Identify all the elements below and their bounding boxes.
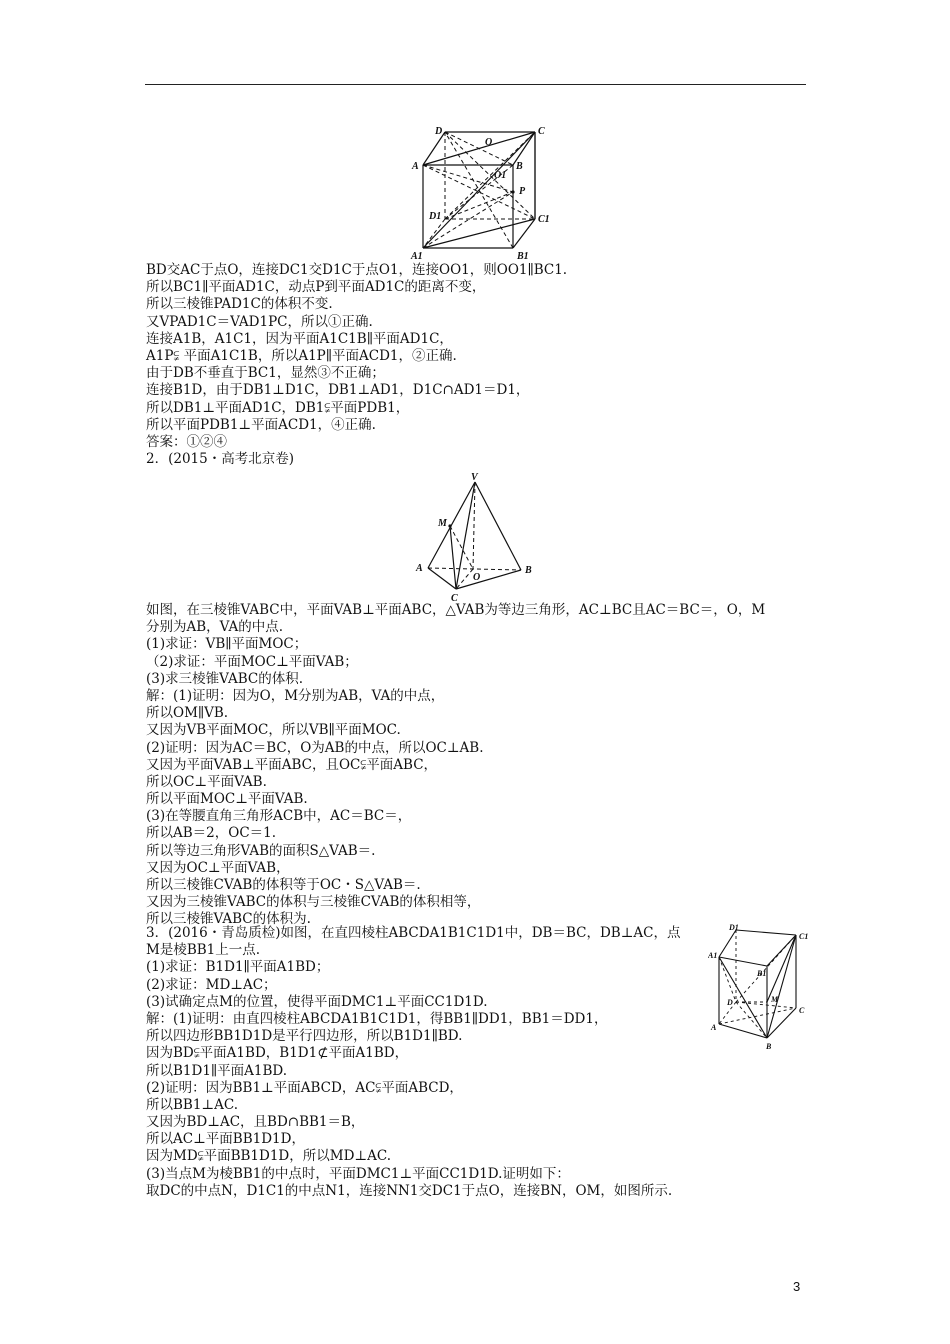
text-line: 所以三棱锥CVAB的体积等于OC・S△VAB＝.: [146, 877, 421, 893]
label-D1: D1: [429, 211, 442, 222]
text-line: 由于DB不垂直于BC1，显然③不正确；: [146, 365, 385, 382]
label-B1: B1: [517, 251, 529, 262]
text-line: 所以三棱锥PAD1C的体积不变.: [146, 296, 333, 313]
page-number: 3: [793, 1279, 801, 1294]
answer-line: 答案：①②④: [146, 433, 227, 450]
label-A: A: [711, 1023, 717, 1032]
label-A: A: [416, 563, 423, 574]
text-line: 又因为三棱锥VABC的体积与三棱锥CVAB的体积相等，: [146, 894, 481, 911]
text-line: 所以B1D1∥平面A1BD.: [146, 1062, 288, 1079]
text-line: (3)试确定点M的位置，使得平面DMC1⊥平面CC1D1D.: [146, 993, 488, 1010]
solution-part1: [146, 262, 567, 468]
label-B: B: [525, 565, 532, 576]
label-C: C: [799, 1006, 805, 1015]
label-O1: O1: [494, 170, 507, 181]
label-A1: A1: [708, 951, 718, 960]
text-line: 所以OM∥VB.: [146, 705, 229, 722]
problem-heading: 2．(2015・高考北京卷): [146, 451, 294, 468]
text-line: 所以AB＝2，OC＝1.: [146, 825, 277, 842]
label-V: V: [471, 472, 478, 483]
text-line: 解：(1)证明：由直四棱柱ABCDA1B1C1D1，得BB1∥DD1，BB1＝DD1，: [146, 1010, 608, 1027]
label-C: C: [538, 126, 545, 137]
header-rule: [145, 84, 806, 85]
text-line: (2)证明：因为AC＝BC，O为AB的中点，所以OC⊥AB.: [146, 739, 484, 756]
label-D: D: [727, 998, 733, 1007]
cube-figure: [405, 122, 555, 264]
label-A1: A1: [411, 251, 423, 262]
text-line: A1P⫋ 平面A1C1B，所以A1P∥平面ACD1，②正确.: [146, 347, 457, 364]
text-line: 所以等边三角形VAB的面积S△VAB＝.: [146, 842, 376, 859]
label-O: O: [473, 572, 481, 583]
text-line: 所以OC⊥平面VAB.: [146, 773, 267, 790]
text-line: 3．(2016・青岛质检)如图，在直四棱柱ABCDA1B1C1D1中，DB＝BC，DB⊥AC，点: [146, 925, 681, 941]
label-M: M: [771, 995, 779, 1004]
text-line: 所以四边形BB1D1D是平行四边形，所以B1D1∥BD.: [146, 1028, 463, 1045]
label-B: B: [516, 161, 523, 172]
text-line: 所以BB1⊥AC.: [146, 1096, 239, 1113]
text-line: (2)证明：因为BB1⊥平面ABCD，AC⫋平面ABCD，: [146, 1079, 463, 1096]
label-M: M: [438, 518, 447, 529]
text-line: BD交AC于点O，连接DC1交D1C于点O1，连接OO1，则OO1∥BC1.: [146, 262, 568, 278]
text-line: 取DC的中点N，D1C1的中点N1，连接NN1交DC1于点O，连接BN，OM，如图所示.: [146, 1182, 673, 1199]
text-line: （2)求证：平面MOC⊥平面VAB；: [146, 653, 358, 670]
label-C: C: [451, 593, 458, 603]
problem3-body: [146, 925, 681, 1200]
label-D1: D1: [729, 923, 739, 932]
label-B1: B1: [757, 969, 767, 978]
text-line: 又因为BD⊥AC，且BD∩BB1＝B，: [146, 1114, 365, 1131]
text-line: (1)求证：VB∥平面MOC；: [146, 636, 308, 653]
label-C1: C1: [538, 214, 550, 225]
label-O: O: [485, 137, 493, 148]
text-line: 所以AC⊥平面BB1D1D，: [146, 1131, 305, 1148]
text-line: (3)求三棱锥VABC的体积.: [146, 670, 303, 687]
text-line: 又因为OC⊥平面VAB，: [146, 859, 290, 876]
text-line: 分别为AB，VA的中点.: [146, 619, 284, 636]
text-line: 又因为VB平面MOC，所以VB∥平面MOC.: [146, 722, 401, 739]
text-line: 所以平面PDB1⊥平面ACD1，④正确.: [146, 416, 376, 433]
text-line: 因为BD⫋平面A1BD，B1D1⊄平面A1BD，: [146, 1045, 409, 1062]
text-line: 所以DB1⊥平面AD1C，DB1⫋平面PDB1，: [146, 399, 410, 416]
text-line: M是棱BB1上一点.: [146, 942, 261, 959]
text-line: 所以三棱锥VABC的体积为.: [146, 911, 311, 928]
text-line: 所以平面MOC⊥平面VAB.: [146, 791, 308, 808]
label-P: P: [519, 186, 526, 197]
label-B: B: [766, 1042, 772, 1051]
text-line: 所以BC1∥平面AD1C，动点P到平面AD1C的距离不变，: [146, 279, 486, 296]
text-line: (3)当点M为棱BB1的中点时，平面DMC1⊥平面CC1D1D.证明如下：: [146, 1165, 570, 1182]
text-line: (3)在等腰直角三角形ACB中，AC＝BC＝，: [146, 808, 412, 825]
text-line: 因为MD⫋平面BB1D1D，所以MD⊥AC.: [146, 1148, 391, 1165]
problem2-body: [146, 602, 765, 929]
prism-figure: [708, 922, 813, 1052]
text-line: 又VPAD1C＝VAD1PC，所以①正确.: [146, 313, 373, 330]
text-line: 如图，在三棱锥VABC中，平面VAB⊥平面ABC，△VAB为等边三角形，AC⊥BC且AC＝BC＝，O，M: [146, 602, 766, 618]
text-line: 解：(1)证明：因为O，M分别为AB，VA的中点，: [146, 687, 445, 704]
label-C1: C1: [799, 932, 809, 941]
text-line: 连接B1D，由于DB1⊥D1C，DB1⊥AD1，D1C∩AD1＝D1，: [146, 382, 530, 399]
label-D: D: [435, 126, 443, 137]
text-line: (2)求证：MD⊥AC；: [146, 976, 277, 993]
pyramid-figure: [413, 470, 541, 603]
text-line: 又因为平面VAB⊥平面ABC，且OC⫋平面ABC，: [146, 756, 438, 773]
text-line: 连接A1B，A1C1，因为平面A1C1B∥平面AD1C，: [146, 330, 453, 347]
label-A: A: [412, 161, 419, 172]
text-line: (1)求证：B1D1∥平面A1BD；: [146, 959, 330, 976]
